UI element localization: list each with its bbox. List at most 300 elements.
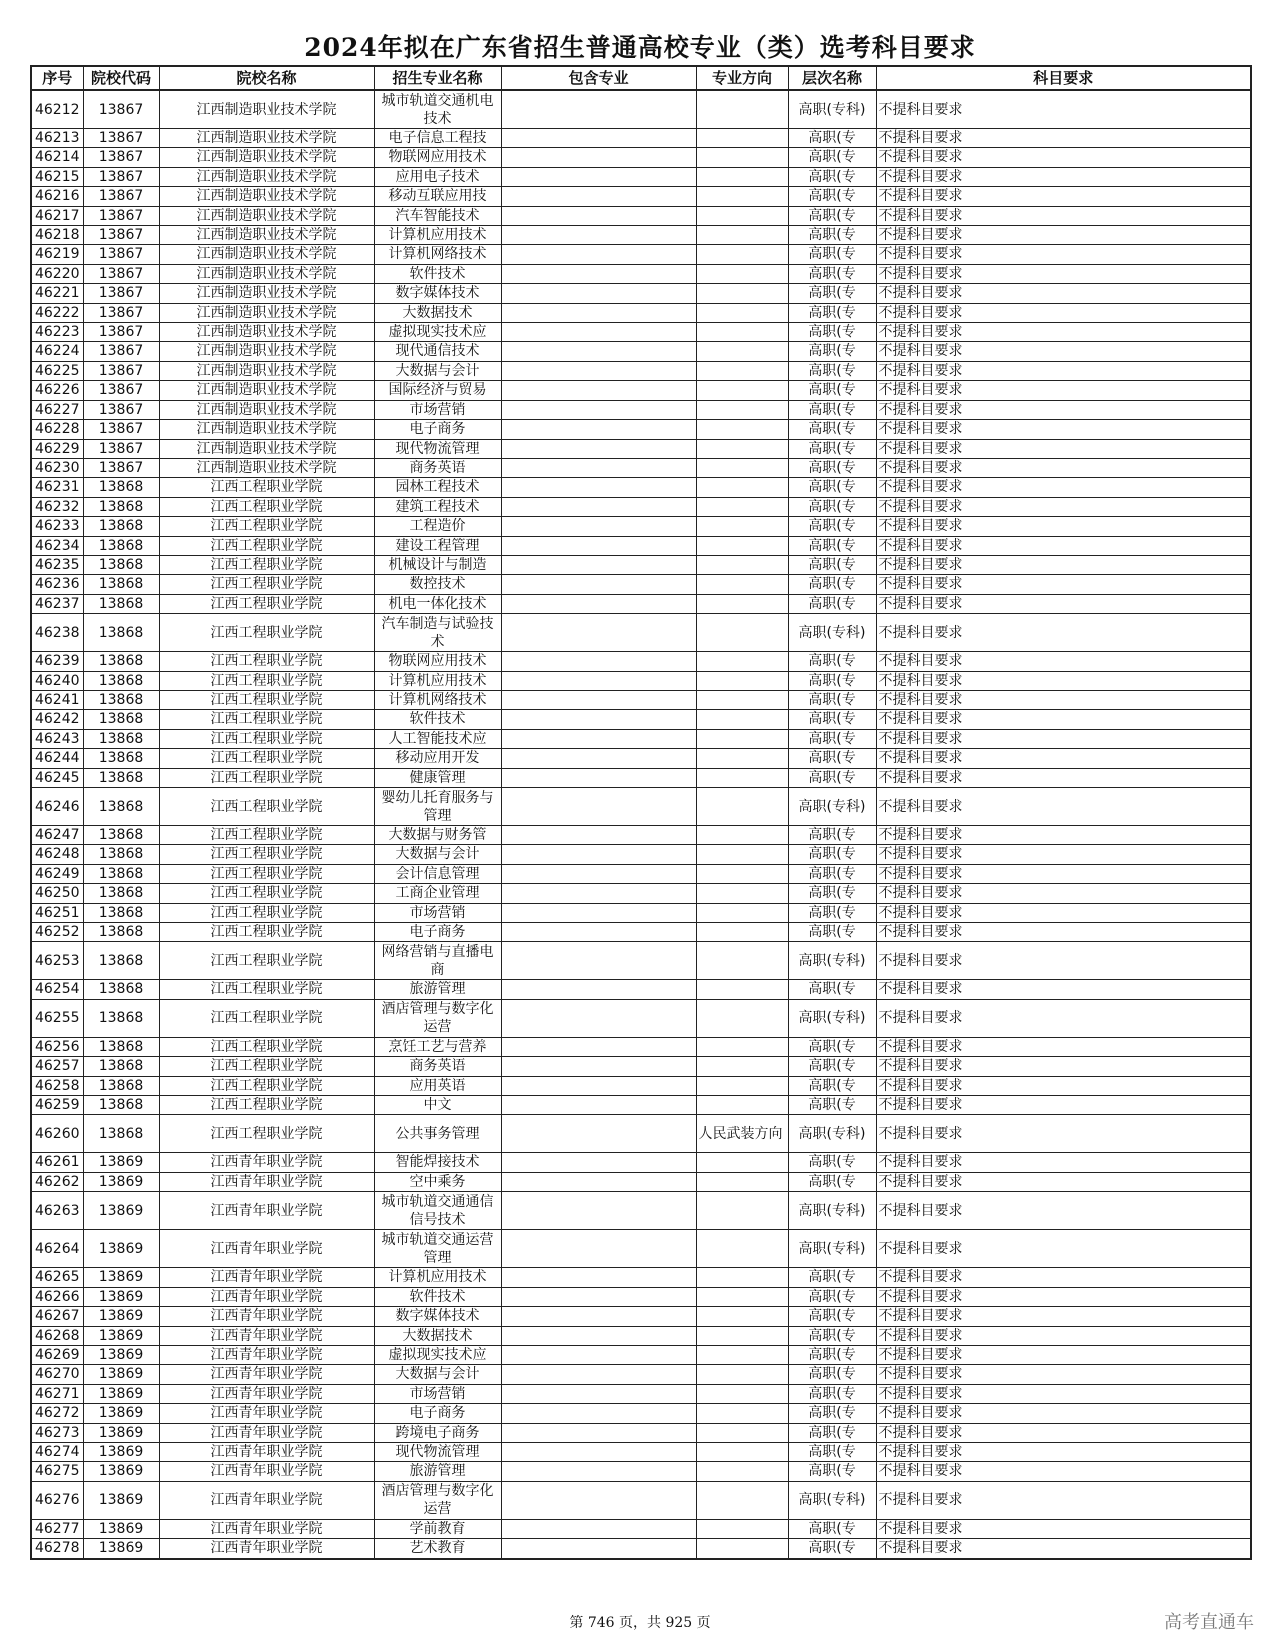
page-title: 2024年拟在广东省招生普通高校专业（类）选考科目要求 <box>304 33 976 62</box>
table-row <box>31 1442 1251 1461</box>
cell-major: 软件技术 <box>374 710 501 729</box>
cell-school: 江西工程职业学院 <box>159 710 374 729</box>
cell-code: 13868 <box>83 980 159 999</box>
cell-level: 高职(专 <box>788 264 876 283</box>
cell-level: 高职(专 <box>788 303 876 322</box>
cell-code: 13868 <box>83 594 159 613</box>
cell-included <box>501 555 696 574</box>
cell-included <box>501 1096 696 1115</box>
cell-included <box>501 323 696 342</box>
table-row <box>31 400 1251 419</box>
cell-requirement: 不提科目要求 <box>876 1442 1251 1461</box>
cell-requirement: 不提科目要求 <box>876 187 1251 206</box>
cell-school: 江西工程职业学院 <box>159 768 374 787</box>
cell-code: 13869 <box>83 1172 159 1191</box>
cell-school: 江西制造职业技术学院 <box>159 90 374 129</box>
cell-no: 46233 <box>31 517 83 536</box>
cell-direction <box>696 1153 788 1172</box>
cell-level: 高职(专科) <box>788 614 876 652</box>
cell-code: 13868 <box>83 710 159 729</box>
cell-level: 高职(专 <box>788 167 876 186</box>
cell-major: 市场营销 <box>374 903 501 922</box>
cell-direction <box>696 864 788 883</box>
cell-school: 江西制造职业技术学院 <box>159 381 374 400</box>
cell-no: 46248 <box>31 845 83 864</box>
table-row <box>31 884 1251 903</box>
cell-major: 商务英语 <box>374 458 501 477</box>
cell-code: 13869 <box>83 1345 159 1364</box>
cell-direction <box>696 1230 788 1268</box>
cell-school: 江西制造职业技术学院 <box>159 458 374 477</box>
table-row <box>31 303 1251 322</box>
cell-no: 46239 <box>31 652 83 671</box>
cell-level: 高职(专 <box>788 923 876 942</box>
header-requirement: 科目要求 <box>876 66 1251 90</box>
table-row <box>31 497 1251 516</box>
cell-school: 江西工程职业学院 <box>159 614 374 652</box>
table-row <box>31 264 1251 283</box>
cell-level: 高职(专 <box>788 1326 876 1345</box>
cell-code: 13868 <box>83 614 159 652</box>
cell-requirement: 不提科目要求 <box>876 903 1251 922</box>
table-row <box>31 614 1251 652</box>
cell-requirement: 不提科目要求 <box>876 1462 1251 1481</box>
cell-school: 江西青年职业学院 <box>159 1404 374 1423</box>
cell-code: 13869 <box>83 1153 159 1172</box>
cell-requirement: 不提科目要求 <box>876 555 1251 574</box>
table-row <box>31 690 1251 709</box>
cell-no: 46222 <box>31 303 83 322</box>
cell-level: 高职(专 <box>788 226 876 245</box>
cell-major: 计算机网络技术 <box>374 690 501 709</box>
cell-direction <box>696 1268 788 1287</box>
cell-no: 46275 <box>31 1462 83 1481</box>
cell-requirement: 不提科目要求 <box>876 1057 1251 1076</box>
cell-included <box>501 458 696 477</box>
cell-included <box>501 420 696 439</box>
cell-included <box>501 206 696 225</box>
cell-included <box>501 1057 696 1076</box>
cell-included <box>501 1345 696 1364</box>
cell-direction <box>696 497 788 516</box>
header-major: 招生专业名称 <box>374 66 501 90</box>
cell-code: 13867 <box>83 284 159 303</box>
cell-requirement: 不提科目要求 <box>876 381 1251 400</box>
cell-requirement: 不提科目要求 <box>876 1384 1251 1403</box>
cell-code: 13867 <box>83 90 159 129</box>
cell-no: 46236 <box>31 575 83 594</box>
cell-school: 江西工程职业学院 <box>159 999 374 1037</box>
cell-level: 高职(专 <box>788 903 876 922</box>
cell-direction <box>696 420 788 439</box>
cell-no: 46215 <box>31 167 83 186</box>
cell-no: 46242 <box>31 710 83 729</box>
cell-level: 高职(专 <box>788 1076 876 1095</box>
cell-level: 高职(专科) <box>788 999 876 1037</box>
cell-school: 江西青年职业学院 <box>159 1230 374 1268</box>
cell-requirement: 不提科目要求 <box>876 458 1251 477</box>
cell-major: 现代通信技术 <box>374 342 501 361</box>
cell-level: 高职(专 <box>788 1153 876 1172</box>
cell-requirement: 不提科目要求 <box>876 420 1251 439</box>
cell-no: 46213 <box>31 129 83 148</box>
cell-direction <box>696 884 788 903</box>
cell-no: 46274 <box>31 1442 83 1461</box>
cell-no: 46256 <box>31 1037 83 1056</box>
cell-code: 13869 <box>83 1404 159 1423</box>
cell-school: 江西工程职业学院 <box>159 1115 374 1153</box>
table-row <box>31 1230 1251 1268</box>
cell-no: 46230 <box>31 458 83 477</box>
cell-included <box>501 1442 696 1461</box>
table-row <box>31 323 1251 342</box>
cell-school: 江西青年职业学院 <box>159 1423 374 1442</box>
cell-no: 46273 <box>31 1423 83 1442</box>
cell-code: 13867 <box>83 439 159 458</box>
cell-school: 江西制造职业技术学院 <box>159 284 374 303</box>
cell-no: 46251 <box>31 903 83 922</box>
cell-school: 江西制造职业技术学院 <box>159 303 374 322</box>
cell-major: 工程造价 <box>374 517 501 536</box>
cell-level: 高职(专 <box>788 478 876 497</box>
cell-major: 汽车制造与试验技术 <box>374 614 501 652</box>
cell-requirement: 不提科目要求 <box>876 710 1251 729</box>
cell-level: 高职(专 <box>788 884 876 903</box>
cell-direction <box>696 1326 788 1345</box>
cell-code: 13869 <box>83 1230 159 1268</box>
cell-school: 江西制造职业技术学院 <box>159 187 374 206</box>
cell-school: 江西青年职业学院 <box>159 1539 374 1559</box>
cell-level: 高职(专 <box>788 1462 876 1481</box>
cell-requirement: 不提科目要求 <box>876 923 1251 942</box>
cell-direction <box>696 1287 788 1306</box>
cell-school: 江西工程职业学院 <box>159 749 374 768</box>
cell-code: 13867 <box>83 206 159 225</box>
cell-requirement: 不提科目要求 <box>876 517 1251 536</box>
cell-code: 13869 <box>83 1268 159 1287</box>
cell-requirement: 不提科目要求 <box>876 129 1251 148</box>
cell-level: 高职(专 <box>788 458 876 477</box>
cell-requirement: 不提科目要求 <box>876 1481 1251 1519</box>
cell-school: 江西制造职业技术学院 <box>159 264 374 283</box>
cell-major: 应用英语 <box>374 1076 501 1095</box>
cell-included <box>501 1076 696 1095</box>
cell-requirement: 不提科目要求 <box>876 1345 1251 1364</box>
cell-code: 13868 <box>83 729 159 748</box>
cell-included <box>501 826 696 845</box>
cell-requirement: 不提科目要求 <box>876 999 1251 1037</box>
cell-level: 高职(专 <box>788 555 876 574</box>
cell-major: 大数据与财务管 <box>374 826 501 845</box>
cell-included <box>501 1519 696 1538</box>
cell-major: 计算机应用技术 <box>374 671 501 690</box>
cell-school: 江西工程职业学院 <box>159 845 374 864</box>
cell-school: 江西青年职业学院 <box>159 1192 374 1230</box>
cell-requirement: 不提科目要求 <box>876 864 1251 883</box>
cell-school: 江西工程职业学院 <box>159 1037 374 1056</box>
cell-direction <box>696 1037 788 1056</box>
cell-no: 46250 <box>31 884 83 903</box>
cell-included <box>501 788 696 826</box>
cell-requirement: 不提科目要求 <box>876 1287 1251 1306</box>
cell-included <box>501 226 696 245</box>
cell-no: 46231 <box>31 478 83 497</box>
cell-code: 13867 <box>83 458 159 477</box>
cell-included <box>501 1384 696 1403</box>
cell-level: 高职(专 <box>788 381 876 400</box>
cell-no: 46225 <box>31 361 83 380</box>
cell-school: 江西制造职业技术学院 <box>159 420 374 439</box>
table-row <box>31 206 1251 225</box>
cell-major: 学前教育 <box>374 1519 501 1538</box>
cell-major: 人工智能技术应 <box>374 729 501 748</box>
cell-included <box>501 148 696 167</box>
cell-direction <box>696 1481 788 1519</box>
cell-code: 13869 <box>83 1423 159 1442</box>
cell-direction <box>696 167 788 186</box>
cell-level: 高职(专 <box>788 980 876 999</box>
cell-level: 高职(专 <box>788 323 876 342</box>
header-level: 层次名称 <box>788 66 876 90</box>
cell-included <box>501 361 696 380</box>
cell-included <box>501 1481 696 1519</box>
cell-major: 大数据与会计 <box>374 845 501 864</box>
cell-level: 高职(专 <box>788 1172 876 1191</box>
cell-major: 空中乘务 <box>374 1172 501 1191</box>
header-code: 院校代码 <box>83 66 159 90</box>
cell-school: 江西制造职业技术学院 <box>159 439 374 458</box>
cell-level: 高职(专 <box>788 1268 876 1287</box>
table-row <box>31 1096 1251 1115</box>
cell-included <box>501 284 696 303</box>
cell-no: 46268 <box>31 1326 83 1345</box>
cell-school: 江西制造职业技术学院 <box>159 342 374 361</box>
cell-school: 江西制造职业技术学院 <box>159 400 374 419</box>
cell-major: 酒店管理与数字化运营 <box>374 999 501 1037</box>
cell-no: 46238 <box>31 614 83 652</box>
cell-no: 46220 <box>31 264 83 283</box>
cell-direction <box>696 1307 788 1326</box>
table-row <box>31 245 1251 264</box>
table-row <box>31 381 1251 400</box>
cell-no: 46270 <box>31 1365 83 1384</box>
table-body <box>31 90 1251 1559</box>
cell-no: 46240 <box>31 671 83 690</box>
cell-included <box>501 864 696 883</box>
cell-code: 13867 <box>83 323 159 342</box>
cell-code: 13868 <box>83 942 159 980</box>
table-row <box>31 1115 1251 1153</box>
cell-direction <box>696 1365 788 1384</box>
cell-level: 高职(专科) <box>788 90 876 129</box>
table-row <box>31 1384 1251 1403</box>
cell-no: 46223 <box>31 323 83 342</box>
cell-level: 高职(专 <box>788 1519 876 1538</box>
table-row <box>31 826 1251 845</box>
cell-included <box>501 942 696 980</box>
cell-requirement: 不提科目要求 <box>876 980 1251 999</box>
cell-level: 高职(专 <box>788 206 876 225</box>
cell-code: 13867 <box>83 129 159 148</box>
cell-direction <box>696 1345 788 1364</box>
cell-included <box>501 1115 696 1153</box>
cell-level: 高职(专 <box>788 187 876 206</box>
cell-school: 江西制造职业技术学院 <box>159 167 374 186</box>
cell-no: 46212 <box>31 90 83 129</box>
cell-school: 江西工程职业学院 <box>159 594 374 613</box>
cell-no: 46229 <box>31 439 83 458</box>
cell-code: 13869 <box>83 1384 159 1403</box>
table-row <box>31 845 1251 864</box>
cell-requirement: 不提科目要求 <box>876 1268 1251 1287</box>
cell-level: 高职(专 <box>788 729 876 748</box>
table-row <box>31 575 1251 594</box>
cell-major: 智能焊接技术 <box>374 1153 501 1172</box>
cell-requirement: 不提科目要求 <box>876 439 1251 458</box>
table-row <box>31 536 1251 555</box>
cell-direction <box>696 342 788 361</box>
cell-requirement: 不提科目要求 <box>876 536 1251 555</box>
cell-included <box>501 594 696 613</box>
cell-direction <box>696 1057 788 1076</box>
cell-included <box>501 729 696 748</box>
cell-requirement: 不提科目要求 <box>876 1365 1251 1384</box>
cell-school: 江西制造职业技术学院 <box>159 206 374 225</box>
cell-code: 13869 <box>83 1442 159 1461</box>
cell-major: 机械设计与制造 <box>374 555 501 574</box>
cell-level: 高职(专 <box>788 439 876 458</box>
cell-requirement: 不提科目要求 <box>876 845 1251 864</box>
cell-major: 应用电子技术 <box>374 167 501 186</box>
cell-requirement: 不提科目要求 <box>876 148 1251 167</box>
cell-level: 高职(专 <box>788 768 876 787</box>
cell-direction <box>696 381 788 400</box>
cell-included <box>501 1365 696 1384</box>
cell-school: 江西工程职业学院 <box>159 788 374 826</box>
cell-included <box>501 1539 696 1559</box>
cell-no: 46259 <box>31 1096 83 1115</box>
cell-major: 电子商务 <box>374 923 501 942</box>
cell-included <box>501 768 696 787</box>
cell-school: 江西青年职业学院 <box>159 1481 374 1519</box>
cell-level: 高职(专科) <box>788 942 876 980</box>
table-row <box>31 1519 1251 1538</box>
cell-requirement: 不提科目要求 <box>876 575 1251 594</box>
cell-requirement: 不提科目要求 <box>876 884 1251 903</box>
cell-no: 46227 <box>31 400 83 419</box>
table-row <box>31 148 1251 167</box>
cell-no: 46262 <box>31 1172 83 1191</box>
table-row <box>31 1462 1251 1481</box>
cell-code: 13869 <box>83 1462 159 1481</box>
cell-included <box>501 129 696 148</box>
cell-direction <box>696 1462 788 1481</box>
cell-level: 高职(专 <box>788 690 876 709</box>
table-row <box>31 768 1251 787</box>
cell-major: 商务英语 <box>374 1057 501 1076</box>
cell-major: 烹饪工艺与营养 <box>374 1037 501 1056</box>
cell-level: 高职(专 <box>788 710 876 729</box>
cell-school: 江西青年职业学院 <box>159 1172 374 1191</box>
cell-level: 高职(专 <box>788 845 876 864</box>
table-row <box>31 167 1251 186</box>
cell-requirement: 不提科目要求 <box>876 323 1251 342</box>
cell-code: 13868 <box>83 1037 159 1056</box>
cell-included <box>501 536 696 555</box>
table-row <box>31 594 1251 613</box>
cell-requirement: 不提科目要求 <box>876 245 1251 264</box>
cell-code: 13867 <box>83 381 159 400</box>
cell-included <box>501 1230 696 1268</box>
cell-code: 13868 <box>83 555 159 574</box>
table-row <box>31 1345 1251 1364</box>
cell-included <box>501 671 696 690</box>
table-row <box>31 1423 1251 1442</box>
cell-no: 46235 <box>31 555 83 574</box>
cell-school: 江西工程职业学院 <box>159 864 374 883</box>
cell-no: 46232 <box>31 497 83 516</box>
cell-school: 江西工程职业学院 <box>159 884 374 903</box>
table-row <box>31 1404 1251 1423</box>
cell-level: 高职(专科) <box>788 1230 876 1268</box>
cell-requirement: 不提科目要求 <box>876 1404 1251 1423</box>
cell-code: 13867 <box>83 361 159 380</box>
table-row <box>31 342 1251 361</box>
cell-level: 高职(专科) <box>788 1192 876 1230</box>
cell-major: 中文 <box>374 1096 501 1115</box>
cell-requirement: 不提科目要求 <box>876 768 1251 787</box>
cell-no: 46263 <box>31 1192 83 1230</box>
cell-school: 江西工程职业学院 <box>159 1076 374 1095</box>
cell-requirement: 不提科目要求 <box>876 478 1251 497</box>
cell-code: 13868 <box>83 923 159 942</box>
cell-code: 13868 <box>83 768 159 787</box>
cell-requirement: 不提科目要求 <box>876 206 1251 225</box>
cell-school: 江西工程职业学院 <box>159 1096 374 1115</box>
cell-school: 江西青年职业学院 <box>159 1326 374 1345</box>
cell-school: 江西青年职业学院 <box>159 1519 374 1538</box>
cell-included <box>501 245 696 264</box>
cell-requirement: 不提科目要求 <box>876 671 1251 690</box>
cell-major: 现代物流管理 <box>374 1442 501 1461</box>
cell-level: 高职(专 <box>788 594 876 613</box>
cell-requirement: 不提科目要求 <box>876 303 1251 322</box>
cell-included <box>501 1404 696 1423</box>
cell-code: 13868 <box>83 1115 159 1153</box>
cell-school: 江西青年职业学院 <box>159 1462 374 1481</box>
cell-direction <box>696 671 788 690</box>
cell-code: 13868 <box>83 671 159 690</box>
cell-no: 46249 <box>31 864 83 883</box>
table-row <box>31 1153 1251 1172</box>
cell-no: 46269 <box>31 1345 83 1364</box>
cell-school: 江西工程职业学院 <box>159 729 374 748</box>
table-row <box>31 749 1251 768</box>
cell-major: 数字媒体技术 <box>374 1307 501 1326</box>
cell-no: 46216 <box>31 187 83 206</box>
cell-no: 46266 <box>31 1287 83 1306</box>
cell-code: 13867 <box>83 342 159 361</box>
cell-included <box>501 1268 696 1287</box>
table-row <box>31 226 1251 245</box>
cell-no: 46276 <box>31 1481 83 1519</box>
cell-requirement: 不提科目要求 <box>876 284 1251 303</box>
cell-school: 江西青年职业学院 <box>159 1365 374 1384</box>
cell-major: 大数据与会计 <box>374 1365 501 1384</box>
cell-major: 园林工程技术 <box>374 478 501 497</box>
cell-school: 江西制造职业技术学院 <box>159 245 374 264</box>
cell-school: 江西青年职业学院 <box>159 1287 374 1306</box>
